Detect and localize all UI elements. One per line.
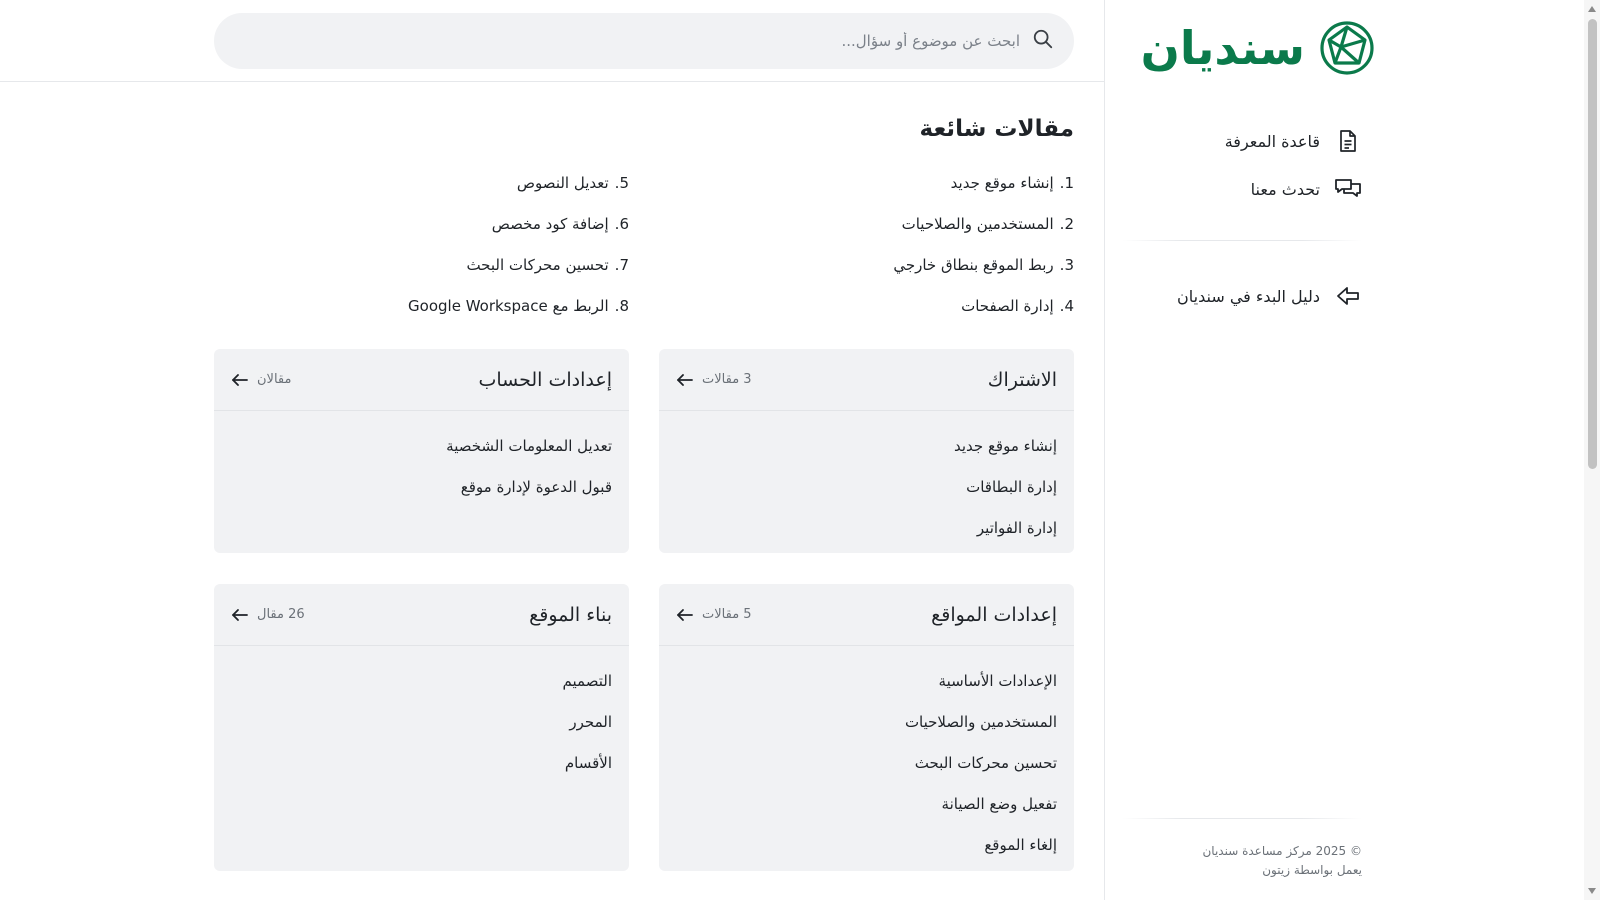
- top-bar: [0, 0, 1104, 82]
- article-number: 7.: [614, 255, 629, 274]
- card-article-count: 26 مقال: [257, 607, 305, 622]
- popular-article-link[interactable]: [659, 162, 1074, 203]
- arrow-left-icon: [231, 373, 249, 387]
- category-card-account-settings: [214, 349, 629, 553]
- document-icon: [1334, 127, 1362, 155]
- card-header: [214, 349, 629, 411]
- sidebar-nav: [1102, 117, 1362, 213]
- search-icon[interactable]: [1032, 28, 1054, 54]
- popular-articles-list: [214, 162, 1074, 326]
- card-body: [659, 411, 1074, 566]
- card-body: [659, 646, 1074, 883]
- arrow-left-icon: [231, 608, 249, 622]
- popular-article-link[interactable]: [214, 203, 629, 244]
- card-article-link[interactable]: الإعدادات الأساسية: [938, 671, 1057, 690]
- logo-mark-icon: [1319, 20, 1375, 76]
- card-article-link[interactable]: إدارة البطاقات: [966, 477, 1057, 496]
- category-cards: [214, 349, 1074, 871]
- article-number: 1.: [1059, 173, 1074, 192]
- article-number: 4.: [1059, 296, 1074, 315]
- arrow-left-icon: [676, 608, 694, 622]
- powered-by-link[interactable]: يعمل بواسطة زيتون: [1262, 863, 1362, 877]
- sidebar-item-label: تحدث معنا: [1250, 179, 1320, 199]
- popular-article-link[interactable]: [214, 244, 629, 285]
- popular-article-link[interactable]: [214, 162, 629, 203]
- article-title: تعديل النصوص: [516, 173, 609, 192]
- category-card-site-settings: [659, 584, 1074, 871]
- category-card-site-building: [214, 584, 629, 871]
- copyright-text: © 2025 مركز مساعدة سنديان: [1202, 844, 1362, 858]
- article-title: إدارة الصفحات: [961, 296, 1054, 315]
- category-card-subscription: [659, 349, 1074, 553]
- sidebar-footer: [1102, 842, 1362, 880]
- card-title: الاشتراك: [987, 368, 1057, 391]
- popular-article-link[interactable]: [659, 244, 1074, 285]
- card-article-link[interactable]: إنشاء موقع جديد: [953, 436, 1057, 455]
- scroll-up-arrow-icon[interactable]: [1588, 6, 1596, 12]
- article-title: الربط مع Google Workspace: [408, 296, 609, 315]
- page-scrollbar[interactable]: [1584, 0, 1600, 900]
- article-title: المستخدمين والصلاحيات: [901, 214, 1054, 233]
- sidebar-item-label: دليل البدء في سنديان: [1177, 286, 1320, 306]
- article-number: 2.: [1059, 214, 1074, 233]
- sidebar-item-knowledge-base[interactable]: [1102, 117, 1362, 165]
- popular-articles-title: مقالات شائعة: [919, 116, 1074, 142]
- card-article-count: مقالان: [257, 372, 292, 387]
- card-article-count: 5 مقالات: [702, 607, 752, 622]
- card-header: [214, 584, 629, 646]
- card-article-link[interactable]: الأقسام: [564, 753, 612, 772]
- arrow-left-outline-icon: [1334, 282, 1362, 310]
- popular-article-link[interactable]: [214, 285, 629, 326]
- article-number: 6.: [614, 214, 629, 233]
- card-view-all-link[interactable]: [676, 372, 752, 387]
- card-title: إعدادات الحساب: [478, 368, 612, 391]
- search-bar[interactable]: [214, 13, 1074, 69]
- chat-bubbles-icon: [1334, 175, 1362, 203]
- card-article-link[interactable]: المحرر: [569, 712, 612, 731]
- sidebar: [1104, 0, 1580, 900]
- card-article-count: 3 مقالات: [702, 372, 752, 387]
- card-article-link[interactable]: تحسين محركات البحث: [914, 753, 1057, 772]
- card-article-link[interactable]: تفعيل وضع الصيانة: [941, 794, 1057, 813]
- article-number: 5.: [614, 173, 629, 192]
- card-article-link[interactable]: قبول الدعوة لإدارة موقع: [460, 477, 612, 496]
- card-article-link[interactable]: المستخدمين والصلاحيات: [904, 712, 1057, 731]
- getting-started-guide: [1102, 272, 1362, 320]
- brand-name: سنديان: [1140, 21, 1305, 75]
- card-article-link[interactable]: إلغاء الموقع: [984, 835, 1057, 854]
- sidebar-item-getting-started[interactable]: [1102, 272, 1362, 320]
- card-view-all-link[interactable]: [231, 372, 291, 387]
- article-title: إضافة كود مخصص: [491, 214, 609, 233]
- card-title: بناء الموقع: [529, 603, 612, 626]
- card-article-link[interactable]: إدارة الفواتير: [976, 518, 1057, 537]
- brand-logo[interactable]: [1141, 18, 1375, 78]
- article-number: 8.: [614, 296, 629, 315]
- scrollbar-thumb[interactable]: [1588, 19, 1597, 469]
- divider: [1122, 240, 1362, 241]
- article-title: تحسين محركات البحث: [466, 255, 609, 274]
- article-title: إنشاء موقع جديد: [950, 173, 1054, 192]
- article-number: 3.: [1059, 255, 1074, 274]
- popular-article-link[interactable]: [659, 203, 1074, 244]
- sidebar-item-chat[interactable]: [1102, 165, 1362, 213]
- popular-article-link[interactable]: [659, 285, 1074, 326]
- card-view-all-link[interactable]: [676, 607, 752, 622]
- article-title: ربط الموقع بنطاق خارجي: [893, 255, 1054, 274]
- card-header: [659, 584, 1074, 646]
- card-article-link[interactable]: تعديل المعلومات الشخصية: [446, 436, 612, 455]
- popular-column-2: [214, 162, 629, 326]
- card-header: [659, 349, 1074, 411]
- card-view-all-link[interactable]: [231, 607, 305, 622]
- popular-column-1: [659, 162, 1074, 326]
- card-body: [214, 411, 629, 525]
- card-body: [214, 646, 629, 801]
- sidebar-item-label: قاعدة المعرفة: [1224, 131, 1320, 151]
- card-article-link[interactable]: التصميم: [562, 671, 612, 690]
- card-title: إعدادات المواقع: [931, 603, 1057, 626]
- scroll-down-arrow-icon[interactable]: [1588, 888, 1596, 894]
- arrow-left-icon: [676, 373, 694, 387]
- divider: [1122, 818, 1362, 819]
- search-input[interactable]: [320, 32, 1020, 50]
